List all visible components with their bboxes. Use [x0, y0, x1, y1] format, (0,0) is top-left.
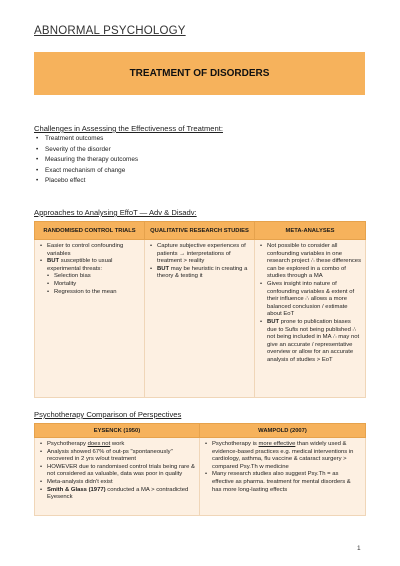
list-item: • BUT prone to publication biases due to Sufis not being published ∴ not being included in MA ∴ may not give an accurate / representative overview or allow for an accurate analysis of studies > EoT [259, 319, 361, 365]
table-header-row [35, 222, 366, 240]
column-header: QUALITATIVE RESEARCH STUDIES [145, 222, 255, 240]
column-header: META-ANALYSES [255, 222, 366, 240]
list-item: • BUT susceptible to usual experimental threats: [39, 258, 140, 273]
list-item: • BUT may be heuristic in creating a theory & testing it [149, 266, 250, 281]
approaches-heading: Approaches to Analysing EffoT — Adv & Disadv: [34, 208, 197, 217]
list-item: • Treatment outcomes [36, 134, 138, 145]
list-item: • Not possible to consider all confounding variables in one research project ∴ these differences can be explored in a combo of studies through a MA [259, 243, 361, 281]
sub-list-item: • Mortality [39, 281, 140, 289]
list-item: • Easier to control confounding variables [39, 243, 140, 258]
meta-analyses-cell [255, 240, 366, 398]
table-row [35, 438, 366, 516]
page-number: 1 [357, 545, 361, 552]
list-item: • HOWEVER due to randomised control trials being rare & not considered as valuable, data was poor in quality [39, 464, 195, 479]
sub-list-item: • Regression to the mean [39, 289, 140, 297]
column-header: WAMPOLD (2007) [200, 424, 366, 438]
eysenck-cell [35, 438, 200, 516]
list-item: • Meta-analysis didn't exist [39, 479, 195, 487]
table-header-row [35, 424, 366, 438]
list-item: • Measuring the therapy outcomes [36, 155, 138, 166]
psychotherapy-table [34, 423, 366, 516]
list-item: • Placebo effect [36, 176, 138, 187]
challenges-list [36, 134, 138, 187]
psychotherapy-heading: Psychotherapy Comparison of Perspectives [34, 410, 182, 419]
challenges-heading: Challenges in Assessing the Effectiveness of Treatment: [34, 124, 223, 133]
column-header: RANDOMISED CONTROL TRIALS [35, 222, 145, 240]
page-title: TREATMENT OF DISORDERS [129, 68, 270, 79]
list-item: • Analysis showed 67% of out-ps "spontaneously" recovered in 2 yrs w/out treatment [39, 449, 195, 464]
list-item: • Psychotherapy does not work [39, 441, 195, 449]
list-item: • Exact mechanism of change [36, 166, 138, 177]
qualitative-cell [145, 240, 255, 398]
list-item: • Capture subjective experiences of patients → interpretations of treatment > reality [149, 243, 250, 266]
list-item: • Many research studies also suggest Psy.Th = as effective as pharma. treatment for mental disorders & has more long-lasting effects [204, 471, 361, 494]
approaches-table [34, 221, 366, 398]
list-item: • Smith & Glass (1977) conducted a MA > contradicted Eyesenck [39, 487, 195, 502]
list-item: • Gives insight into nature of confounding variables & extent of their influence ∴ allows a more balanced conclusion / estimate about EoT [259, 281, 361, 319]
list-item: • Severity of the disorder [36, 145, 138, 156]
page-header: ABNORMAL PSYCHOLOGY [34, 25, 186, 37]
wampold-cell [200, 438, 366, 516]
table-row [35, 240, 366, 398]
title-banner [34, 52, 365, 95]
list-item: • Psychotherapy is more effective than widely used & evidence-based practices e.g. medical interventions in cardiology, asthma, flu vaccine & cataract surgery > compared Psy.Th w medicine [204, 441, 361, 471]
column-header: EYSENCK (1950) [35, 424, 200, 438]
sub-list-item: • Selection bias [39, 273, 140, 281]
rct-cell [35, 240, 145, 398]
